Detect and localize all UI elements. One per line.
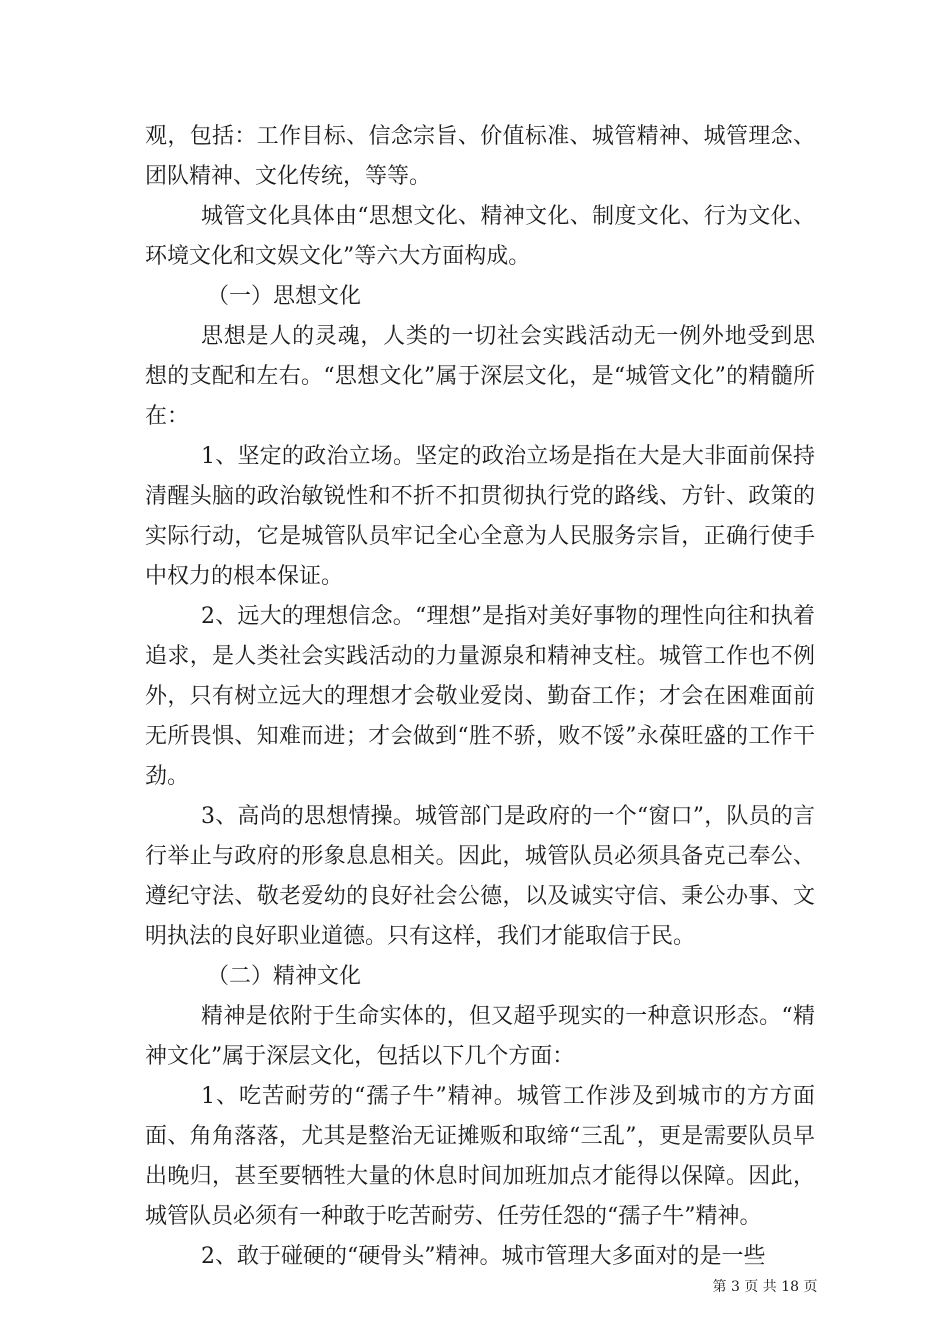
paragraph-moral-sentiment: 3、高尚的思想情操。城管部门是政府的一个“窗口”，队员的言行举止与政府的形象息息相关。因此，城管队员必须具备克己奉公、遵纪守法、敬老爱幼的良好社会公德，以及诚实守信、秉公办事、文明执法的良好职业道德。只有这样，我们才能取信于民。 <box>145 804 815 949</box>
paragraph-hardworking-spirit: 1、吃苦耐劳的“孺子牛”精神。城管工作涉及到城市的方方面面、角角落落，尤其是整治无证摊贩和取缔“三乱”，更是需要队员早出晚归，甚至要牺牲大量的休息时间加班加点才能得以保障。因此，城管队员必须有一种敢于吃苦耐劳、任劳任怨的“孺子牛”精神。 <box>145 1084 815 1229</box>
page-footer <box>0 1276 950 1296</box>
paragraph-thought-intro: 思想是人的灵魂，人类的一切社会实践活动无一例外地受到思想的支配和左右。“思想文化”属于深层文化，是“城管文化”的精髓所在： <box>145 324 815 429</box>
document-body <box>145 117 815 1277</box>
section-heading-thought-culture: （一）思想文化 <box>207 284 362 309</box>
section-heading-spirit-culture: （二）精神文化 <box>207 964 362 989</box>
paragraph-ideals-beliefs: 2、远大的理想信念。“理想”是指对美好事物的理性向往和执着追求，是人类社会实践活动的力量源泉和精神支柱。城管工作也不例外，只有树立远大的理想才会敬业爱岗、勤奋工作；才会在困难面前无所畏惧、知难而进；才会做到“胜不骄，败不馁”永葆旺盛的工作干劲。 <box>145 604 815 789</box>
paragraph-continuation: 观，包括：工作目标、信念宗旨、价值标准、城管精神、城管理念、团队精神、文化传统，等等。 <box>145 124 815 189</box>
paragraph-spirit-intro: 精神是依附于生命实体的，但又超乎现实的一种意识形态。“精神文化”属于深层文化，包括以下几个方面： <box>145 1004 815 1069</box>
paragraph-tough-spirit: 2、敢于碰硬的“硬骨头”精神。城市管理大多面对的是一些 <box>201 1244 766 1269</box>
paragraph-culture-composition: 城管文化具体由“思想文化、精神文化、制度文化、行为文化、环境文化和文娱文化”等六大方面构成。 <box>145 204 815 269</box>
page-number: 第 3 页 共 18 页 <box>712 1279 818 1295</box>
paragraph-political-stance: 1、坚定的政治立场。坚定的政治立场是指在大是大非面前保持清醒头脑的政治敏锐性和不折不扣贯彻执行党的路线、方针、政策的实际行动，它是城管队员牢记全心全意为人民服务宗旨，正确行使手中权力的根本保证。 <box>145 444 815 589</box>
